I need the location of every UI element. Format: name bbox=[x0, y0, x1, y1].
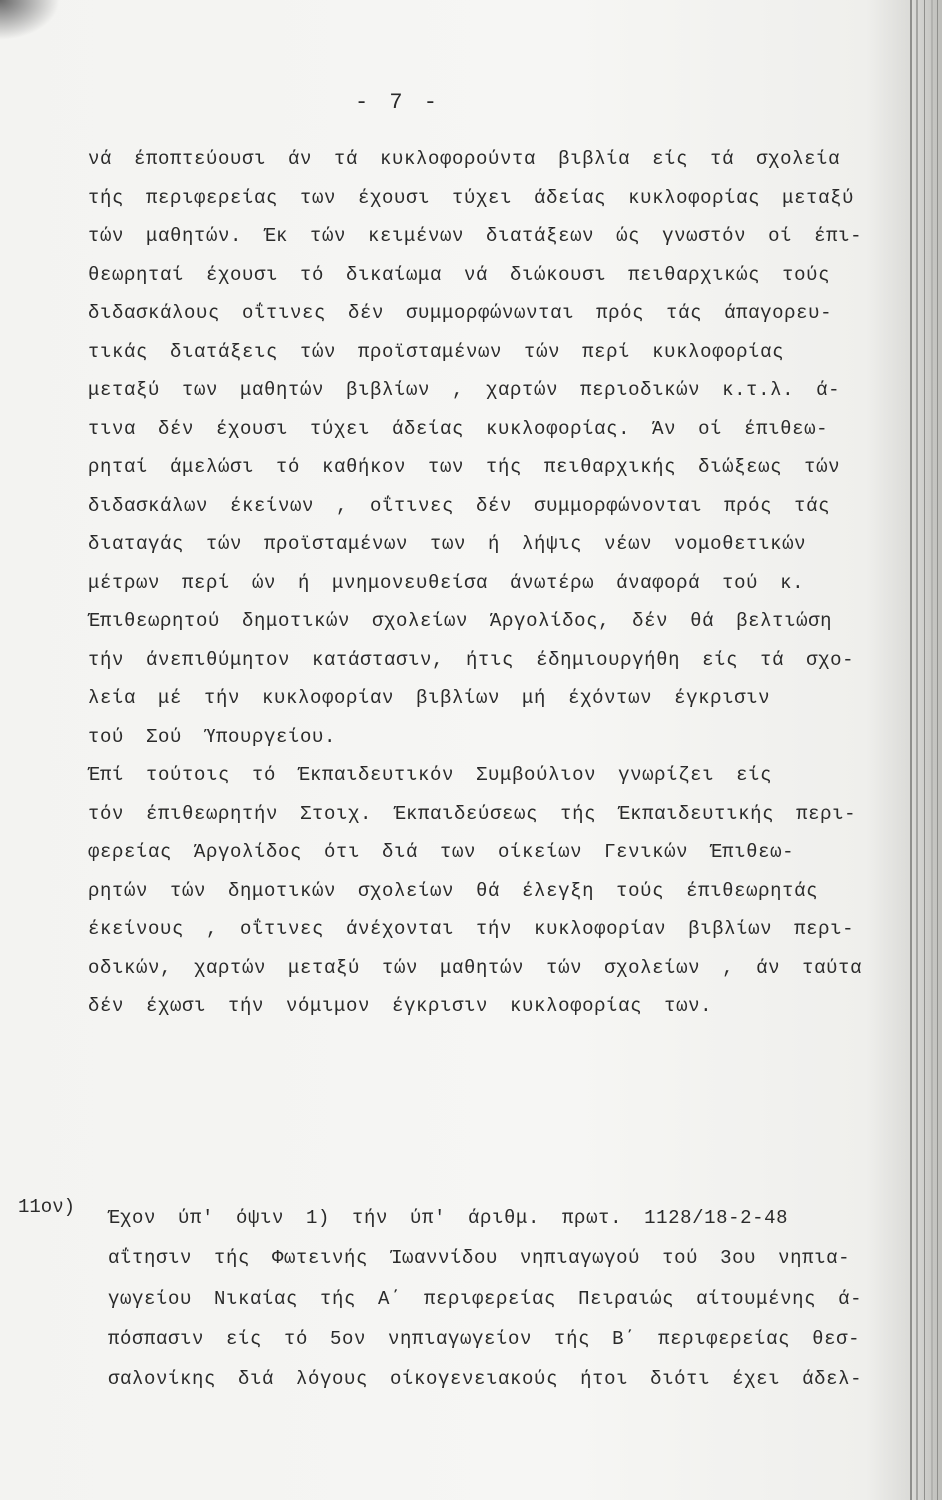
page-number: - 7 - bbox=[355, 90, 442, 115]
text-line: δέν έχωσι τήν νόμιμον έγκρισιν κυκλοφορίας των. bbox=[88, 995, 713, 1017]
text-line: μέτρων περί ών ή μνημονευθείσα άνωτέρω άναφορά τού κ. bbox=[88, 571, 805, 594]
text-line: Έπί τούτοις τό Έκπαιδευτικόν Συμβούλιον γνωρίζει είς bbox=[88, 764, 773, 786]
text-line: τών μαθητών. Έκ τών κειμένων διατάξεων ώς γνωστόν οί έπι- bbox=[88, 225, 863, 247]
text-line: μεταξύ των μαθητών βιβλίων , χαρτών περιοδικών κ.τ.λ. ά- bbox=[88, 379, 841, 401]
text-line: πόσπασιν είς τό 5ον νηπιαγωγείον τής Β΄ περιφερείας θεσ- bbox=[108, 1327, 861, 1350]
text-line: τής περιφερείας των έχουσι τύχει άδείας κυκλοφορίας μεταξύ bbox=[88, 186, 855, 209]
text-line: λεία μέ τήν κυκλοφορίαν βιβλίων μή έχόντων έγκρισιν bbox=[88, 687, 771, 709]
binding-edge bbox=[906, 0, 942, 1500]
scan-corner-shadow bbox=[0, 0, 60, 40]
text-line: τινα δέν έχουσι τύχει άδείας κυκλοφορίας. Άν οί έπιθεω- bbox=[88, 417, 829, 440]
text-line: ρηταί άμελώσι τό καθήκον των τής πειθαρχικής διώξεως τών bbox=[88, 456, 841, 478]
text-line: γωγείου Νικαίας τής Α΄ περιφερείας Πειραιώς αίτουμένης ά- bbox=[108, 1287, 863, 1310]
text-line: Έχον ύπ' όψιν 1) τήν ύπ' άριθμ. πρωτ. 1128/18-2-48 bbox=[108, 1207, 789, 1229]
text-line: διδασκάλων έκείνων , οΐτινες δέν συμμορφώνονται πρός τάς bbox=[88, 494, 831, 517]
text-line: σαλονίκης διά λόγους οίκογενειακούς ήτοι διότι έχει άδελ- bbox=[108, 1368, 863, 1391]
text-line: ρητών τών δημοτικών σχολείων θά έλεγξη τούς έπιθεωρητάς bbox=[88, 879, 819, 902]
text-line: Έπιθεωρητού δημοτικών σχολείων Άργολίδος, δέν θά βελτιώση bbox=[88, 610, 833, 632]
item-number: 11ον) bbox=[18, 1196, 76, 1218]
text-line: θεωρηταί έχουσι τό δικαίωμα νά διώκουσι πειθαρχικώς τούς bbox=[88, 263, 831, 286]
text-line: φερείας Άργολίδος ότι διά των οίκείων Γενικών Έπιθεω- bbox=[88, 841, 795, 863]
text-line: αΐτησιν τής Φωτεινής Ίωαννίδου νηπιαγωγού τού 3ου νηπια- bbox=[108, 1247, 851, 1270]
text-line: οδικών, χαρτών μεταξύ τών μαθητών τών σχολείων , άν ταύτα bbox=[88, 956, 863, 979]
text-line: τόν έπιθεωρητήν Στοιχ. Έκπαιδεύσεως τής Έκπαιδευτικής περι- bbox=[88, 802, 857, 825]
item-body bbox=[108, 1198, 908, 1399]
text-line: διαταγάς τών προϊσταμένων των ή λήψις νέων νομοθετικών bbox=[88, 533, 807, 555]
text-line: τήν άνεπιθύμητον κατάστασιν, ήτις έδημιουργήθη είς τά σχο- bbox=[88, 648, 855, 671]
text-line: τικάς διατάξεις τών προϊσταμένων τών περί κυκλοφορίας bbox=[88, 340, 785, 363]
text-line: έκείνους , οΐτινες άνέχονται τήν κυκλοφορίαν βιβλίων περι- bbox=[88, 918, 855, 940]
text-line: διδασκάλους οΐτινες δέν συμμορφώνωνται πρός τάς άπαγορευ- bbox=[88, 302, 833, 324]
text-line: τού Σού Ύπουργείου. bbox=[88, 725, 337, 748]
paragraph-body bbox=[88, 140, 908, 1026]
text-line: νά έποπτεύουσι άν τά κυκλοφορούντα βιβλία είς τά σχολεία bbox=[88, 148, 841, 170]
